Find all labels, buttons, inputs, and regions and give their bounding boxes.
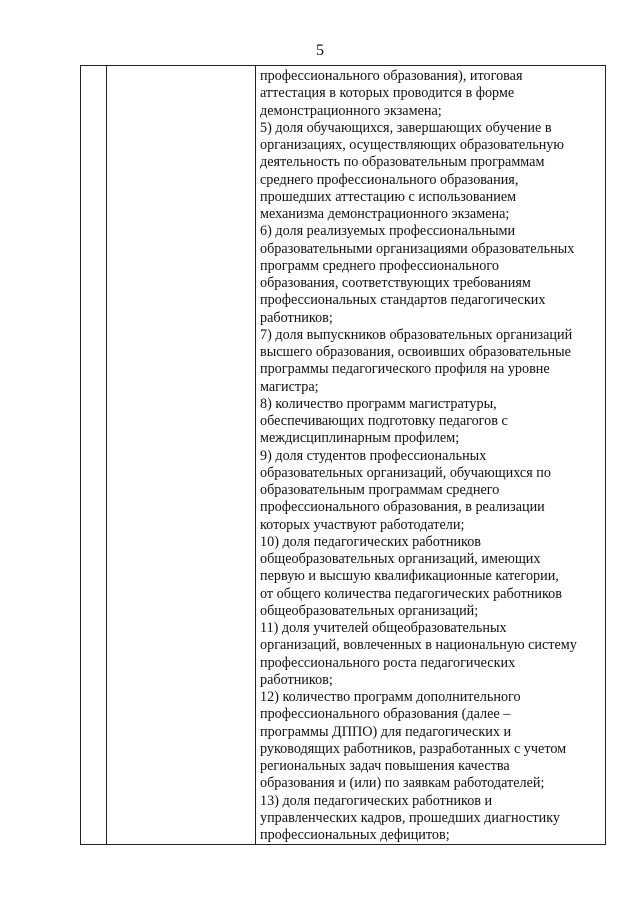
indicator-text-line: руководящих работников, разработанных с учетом (260, 740, 567, 757)
document-table (80, 65, 606, 845)
indicator-text-line: 7) доля выпускников образовательных организаций (260, 326, 573, 343)
table-column-divider (255, 66, 256, 844)
indicator-text-line: общеобразовательных организаций; (260, 602, 479, 619)
table-column-divider (106, 66, 107, 844)
indicator-text-line: которых участвуют работодатели; (260, 516, 465, 533)
indicator-text-line: профессионального образования, в реализации (260, 499, 545, 516)
indicator-text-line: 9) доля студентов профессиональных (260, 447, 487, 464)
indicator-text-line: магистра; (260, 378, 319, 395)
indicator-text-line: образования, соответствующих требованиям (260, 275, 531, 291)
indicator-text-line: демонстрационного экзамена; (260, 102, 442, 119)
indicator-text-line: обеспечивающих подготовку педагогов с (260, 413, 508, 429)
indicator-text-line: от общего количества педагогических работников (260, 585, 562, 602)
indicator-text-line: работников; (260, 671, 333, 688)
indicator-text-line: образовательных организаций, обучающихся по (260, 464, 551, 481)
indicator-text-line: управленческих кадров, прошедших диагностику (260, 809, 560, 826)
page-number: 5 (316, 42, 324, 59)
indicator-text-line: первую и высшую квалификационные категории, (260, 568, 559, 585)
indicator-text-line: высшего образования, освоивших образовательные (260, 344, 571, 360)
indicator-text-line: образования и (или) по заявкам работодателей; (260, 775, 545, 792)
indicator-text-line: общеобразовательных организаций, имеющих (260, 551, 541, 567)
indicator-text-line: 11) доля учителей общеобразовательных (260, 620, 507, 636)
indicator-text-line: 10) доля педагогических работников (260, 533, 481, 550)
indicator-text-line: аттестация в которых проводится в форме (260, 85, 515, 102)
indicator-text-line: среднего профессионального образования, (260, 171, 519, 188)
indicator-text-line: программы педагогического профиля на уровне (260, 361, 550, 378)
indicator-text-line: 5) доля обучающихся, завершающих обучение в (260, 119, 552, 136)
indicator-text-line: профессионального роста педагогических (260, 654, 516, 671)
indicator-text-line: программы ДППО) для педагогических и (260, 723, 512, 740)
indicator-text-line: 13) доля педагогических работников и (260, 792, 493, 809)
indicator-text-line: программ среднего профессионального (260, 257, 499, 274)
indicator-text-line: организациях, осуществляющих образовательную (260, 137, 564, 153)
indicator-text-line: 12) количество программ дополнительного (260, 689, 521, 705)
indicator-text-line: организаций, вовлеченных в национальную систему (260, 637, 577, 654)
indicator-text-line: региональных задач повышения качества (260, 758, 510, 774)
indicator-text-line: прошедших аттестацию с использованием (260, 188, 517, 205)
indicator-text-line: междисциплинарным профилем; (260, 430, 460, 447)
indicator-text-line: образовательными организациями образовательных (260, 240, 575, 257)
indicator-text-line: деятельность по образовательным программам (260, 154, 545, 171)
indicator-text-line: работников; (260, 309, 333, 326)
indicator-text-line: 8) количество программ магистратуры, (260, 395, 497, 412)
indicator-text-line: 6) доля реализуемых профессиональными (260, 223, 516, 240)
indicators-cell (260, 68, 603, 844)
indicator-text-line: механизма демонстрационного экзамена; (260, 206, 510, 222)
indicator-text-line: профессионального образования (далее – (260, 706, 511, 723)
indicator-text-line: профессиональных стандартов педагогических (260, 292, 546, 309)
indicator-text-line: профессионального образования), итоговая (260, 68, 523, 84)
indicator-text-line: профессиональных дефицитов; (260, 827, 450, 843)
indicator-text-line: образовательным программам среднего (260, 482, 500, 498)
